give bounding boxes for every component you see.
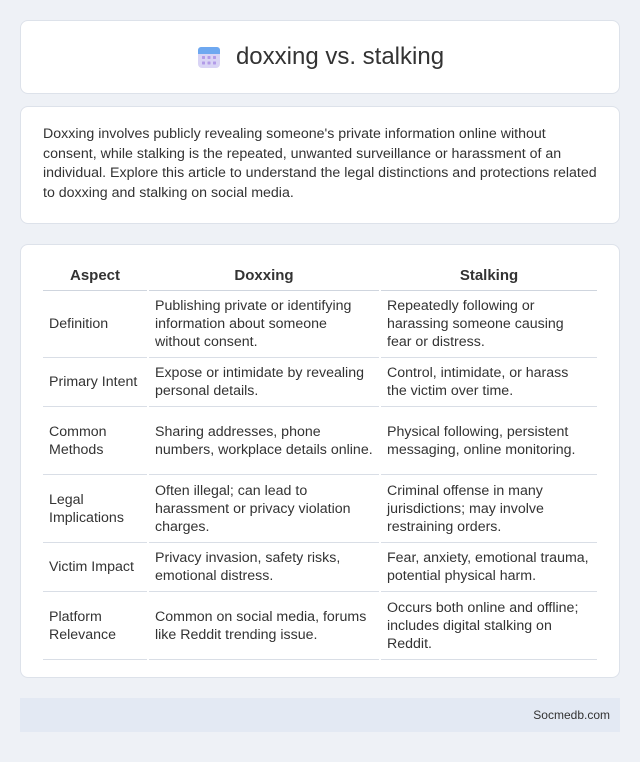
header-doxxing: Doxxing (148, 265, 380, 291)
footer-site-link[interactable]: Socmedb.com (533, 708, 610, 722)
row-aspect: Common Methods (43, 407, 148, 475)
row-stalking: Control, intimidate, or harass the victim over time. (380, 358, 597, 407)
header-aspect: Aspect (43, 265, 148, 291)
table-row (43, 291, 597, 358)
row-aspect: Legal Implications (43, 475, 148, 543)
table-row (43, 543, 597, 592)
row-doxxing: Common on social media, forums like Reddit trending issue. (148, 592, 380, 660)
table-row (43, 358, 597, 407)
row-stalking: Fear, anxiety, emotional trauma, potential physical harm. (380, 543, 597, 592)
row-stalking: Physical following, persistent messaging, online monitoring. (380, 407, 597, 475)
table-row (43, 407, 597, 475)
row-doxxing: Privacy invasion, safety risks, emotional distress. (148, 543, 380, 592)
comparison-table-card (20, 244, 620, 678)
row-stalking: Criminal offense in many jurisdictions; may involve restraining orders. (380, 475, 597, 543)
row-doxxing: Sharing addresses, phone numbers, workplace details online. (148, 407, 380, 475)
footer (20, 698, 620, 732)
row-doxxing: Often illegal; can lead to harassment or privacy violation charges. (148, 475, 380, 543)
table-row (43, 475, 597, 543)
calendar-icon (196, 44, 222, 70)
row-stalking: Repeatedly following or harassing someone causing fear or distress. (380, 291, 597, 358)
table-header-row (43, 265, 597, 291)
row-aspect: Platform Relevance (43, 592, 148, 660)
intro-paragraph: Doxxing involves publicly revealing someone's private information online without consent, while stalking is the repeated, unwanted surveillance or harassment of an individual. Explore this article to understand the legal distinctions and protections related to doxxing and stalking on social media. (43, 126, 597, 201)
comparison-table (43, 265, 597, 660)
header-stalking: Stalking (380, 265, 597, 291)
row-aspect: Victim Impact (43, 543, 148, 592)
row-doxxing: Publishing private or identifying information about someone without consent. (148, 291, 380, 358)
title-wrap (196, 43, 444, 71)
table-row (43, 592, 597, 660)
row-stalking: Occurs both online and offline; includes digital stalking on Reddit. (380, 592, 597, 660)
row-doxxing: Expose or intimidate by revealing personal details. (148, 358, 380, 407)
row-aspect: Definition (43, 291, 148, 358)
title-card (20, 20, 620, 94)
row-aspect: Primary Intent (43, 358, 148, 407)
page-title: doxxing vs. stalking (235, 43, 445, 70)
intro-card (20, 106, 620, 224)
